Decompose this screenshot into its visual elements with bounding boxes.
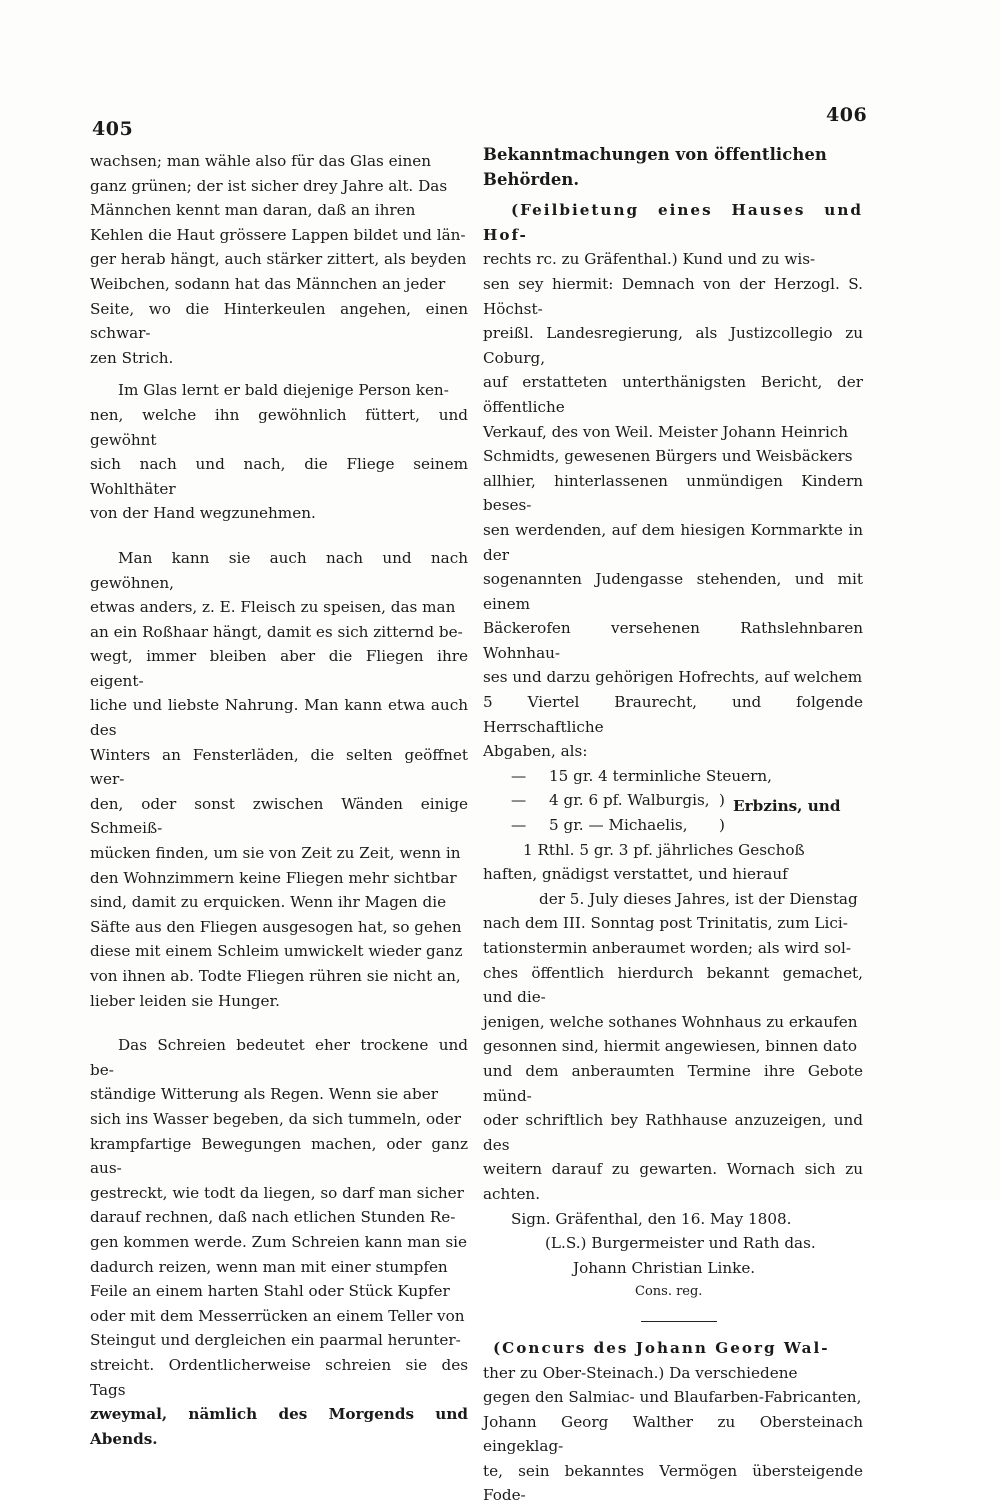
text-line: auf erstatteten unterthänigsten Bericht, der öffentliche bbox=[483, 373, 863, 416]
text-line: mücken finden, um sie von Zeit zu Zeit, wenn in bbox=[90, 844, 461, 863]
signature-seal: (L.S.) Burgermeister und Rath das. bbox=[545, 1234, 816, 1253]
text-line: Kehlen die Haut grössere Lappen bildet und län- bbox=[90, 225, 466, 244]
paragraph-males bbox=[90, 149, 468, 370]
section-divider bbox=[641, 1321, 717, 1322]
fee-text: 1 Rthl. 5 gr. 3 pf. jährliches Geschoß bbox=[523, 840, 805, 859]
text-line: Abgaben, als: bbox=[483, 742, 588, 761]
text-line: Das Schreien bedeutet eher trockene und be- bbox=[90, 1036, 468, 1079]
text-line: Man kann sie auch nach und nach gewöhnen, bbox=[90, 548, 468, 592]
fee-row bbox=[483, 788, 863, 816]
fee-dash: — bbox=[511, 816, 527, 835]
text-line: ständige Witterung als Regen. Wenn sie aber bbox=[90, 1085, 438, 1104]
text-line: Verkauf, des von Weil. Meister Johann Heinrich bbox=[483, 422, 849, 441]
page-number-left: 405 bbox=[92, 118, 134, 140]
notice-title: (Concurs des Johann Georg Wal- bbox=[493, 1338, 830, 1357]
text-line: und dem anberaumten Termine ihre Gebote münd- bbox=[483, 1061, 863, 1105]
text-line: oder mit dem Messerrücken an einem Teller von bbox=[90, 1306, 465, 1325]
text-line: von ihnen ab. Todte Fliegen rühren sie nicht an, bbox=[90, 967, 461, 985]
text-line: gegen den Salmiac- und Blaufarben-Fabricanten, bbox=[483, 1388, 862, 1407]
fee-text: 5 gr. — Michaelis, bbox=[549, 816, 688, 835]
text-line: krampfartige Bewegungen machen, oder ganz aus- bbox=[90, 1134, 468, 1178]
left-column bbox=[90, 149, 468, 1451]
fee-row bbox=[483, 764, 863, 789]
text-line: darauf rechnen, daß nach etlichen Stunden Re- bbox=[90, 1208, 456, 1227]
text-line: ganz grünen; der ist sicher drey Jahre alt. Das bbox=[90, 176, 448, 195]
notice-concurs bbox=[483, 1336, 863, 1508]
text-line: 5 Viertel Braurecht, und folgende Herrschaftliche bbox=[483, 693, 863, 736]
text-line: sind, damit zu erquicken. Wenn ihr Magen die bbox=[90, 893, 447, 912]
text-line: zen Strich. bbox=[90, 348, 174, 367]
text-line: gestreckt, wie todt da liegen, so darf man sicher bbox=[90, 1183, 464, 1202]
paragraph-weather bbox=[90, 1033, 468, 1451]
fee-dash: — bbox=[511, 791, 527, 810]
text-line: lieber leiden sie Hunger. bbox=[90, 991, 280, 1010]
text-line: wachsen; man wähle also für das Glas einen bbox=[90, 152, 432, 170]
text-line: ger herab hängt, auch stärker zittert, als beyden bbox=[90, 250, 467, 269]
text-line: Schmidts, gewesenen Bürgers und Weisbäckers bbox=[483, 447, 853, 466]
paragraph-glass bbox=[90, 378, 468, 526]
text-line: Johann Georg Walther zu Obersteinach eingeklag- bbox=[483, 1412, 863, 1456]
fee-text: 15 gr. 4 terminliche Steuern, bbox=[549, 766, 772, 785]
text-line: gen kommen werde. Zum Schreien kann man sie bbox=[90, 1232, 467, 1251]
text-line: sogenannten Judengasse stehenden, und mit einem bbox=[483, 570, 863, 613]
text-line: dadurch reizen, wenn man mit einer stumpfen bbox=[90, 1257, 448, 1276]
text-line: Säfte aus den Fliegen ausgesogen hat, so gehen bbox=[90, 917, 462, 936]
text-line: te, sein bekanntes Vermögen übersteigende Fode- bbox=[483, 1461, 863, 1505]
fee-row bbox=[483, 838, 863, 863]
text-line: Bäckerofen versehenen Rathslehnbaren Wohnhau- bbox=[483, 619, 863, 662]
brace-mark: ) bbox=[719, 816, 725, 835]
text-line: den, oder sonst zwischen Wänden einige Schmeiß- bbox=[90, 794, 468, 838]
fee-row bbox=[483, 813, 863, 838]
text-line: etwas anders, z. E. Fleisch zu speisen, das man bbox=[90, 598, 456, 617]
text-line: Männchen kennt man daran, daß an ihren bbox=[90, 201, 416, 220]
text-line: den Wohnzimmern keine Fliegen mehr sichtbar bbox=[90, 868, 457, 887]
text-line: haften, gnädigst verstattet, und hierauf bbox=[483, 865, 788, 884]
text-line: allhier, hinterlassenen unmündigen Kindern beses- bbox=[483, 471, 863, 515]
text-line: an ein Roßhaar hängt, damit es sich zitternd be- bbox=[90, 622, 463, 641]
text-line: wegt, immer bleiben aber die Fliegen ihre eigent- bbox=[90, 647, 468, 690]
page-number-right: 406 bbox=[826, 104, 868, 126]
text-line: diese mit einem Schleim umwickelt wieder ganz bbox=[90, 942, 463, 961]
text-line: der 5. July dieses Jahres, ist der Dienstag bbox=[539, 889, 858, 908]
text-line: Im Glas lernt er bald diejenige Person ken- bbox=[118, 381, 449, 400]
text-line: Steingut und dergleichen ein paarmal herunter- bbox=[90, 1331, 461, 1350]
fee-list bbox=[483, 764, 863, 862]
text-line: liche und liebste Nahrung. Man kann etwa auch des bbox=[90, 696, 468, 740]
section-heading: Bekanntmachungen von öffentlichen Behörden. bbox=[483, 145, 827, 189]
text-line: zweymal, nämlich des Morgends und Abends. bbox=[90, 1405, 468, 1448]
text-line: weitern darauf zu gewarten. Wornach sich zu achten. bbox=[483, 1160, 863, 1203]
paragraph-feeding bbox=[90, 546, 468, 1013]
right-column bbox=[483, 143, 863, 1508]
text-line: sich ins Wasser begeben, da sich tummeln, oder bbox=[90, 1109, 462, 1128]
text-line: streicht. Ordentlicherweise schreien sie des Tags bbox=[90, 1355, 468, 1399]
text-line: sen sey hiermit: Demnach von der Herzogl. S. Höchst- bbox=[483, 274, 863, 318]
signature-place-date: Sign. Gräfenthal, den 16. May 1808. bbox=[511, 1209, 792, 1228]
text-line: Weibchen, sodann hat das Männchen an jeder bbox=[90, 274, 446, 293]
text-line: Feile an einem harten Stahl oder Stück Kupfer bbox=[90, 1282, 450, 1301]
text-line: nen, welche ihn gewöhnlich füttert, und gewöhnt bbox=[90, 405, 468, 449]
text-line: Seite, wo die Hinterkeulen angehen, einen schwar- bbox=[90, 299, 468, 343]
text-line: jenigen, welche sothanes Wohnhaus zu erkaufen bbox=[483, 1012, 858, 1031]
text-line: nach dem III. Sonntag post Trinitatis, zum Lici- bbox=[483, 914, 848, 933]
text-line: ches öffentlich hierdurch bekannt gemachet, und die- bbox=[483, 963, 863, 1007]
notice-house-sale bbox=[483, 198, 863, 1305]
text-line: von der Hand wegzunehmen. bbox=[90, 504, 316, 523]
text-line: sich nach und nach, die Fliege seinem Wohlthäter bbox=[90, 455, 468, 498]
notice-title: (Feilbietung eines Hauses und Hof- bbox=[483, 201, 863, 244]
text-line: sen werdenden, auf dem hiesigen Kornmarkte in der bbox=[483, 520, 863, 564]
fee-text: 4 gr. 6 pf. Walburgis, bbox=[549, 791, 710, 810]
text-line: rechts rc. zu Gräfenthal.) Kund und zu wis- bbox=[483, 250, 816, 269]
fee-dash: — bbox=[511, 766, 527, 785]
text-line: ther zu Ober-Steinach.) Da verschiedene bbox=[483, 1363, 798, 1382]
text-line: preißl. Landesregierung, als Justizcollegio zu Coburg, bbox=[483, 324, 863, 367]
signature-name: Johann Christian Linke. bbox=[573, 1258, 756, 1277]
signature-cons: Cons. reg. bbox=[635, 1284, 703, 1300]
fee-group-label: Erbzins, und bbox=[733, 797, 841, 816]
text-line: Winters an Fensterläden, die selten geöffnet wer- bbox=[90, 745, 468, 789]
text-line: gesonnen sind, hiermit angewiesen, binnen dato bbox=[483, 1037, 858, 1056]
text-line: oder schriftlich bey Rathhause anzuzeigen, und des bbox=[483, 1111, 863, 1154]
text-line: tationstermin anberaumet worden; als wird sol- bbox=[483, 939, 851, 957]
text-line: ses und darzu gehörigen Hofrechts, auf welchem bbox=[483, 668, 863, 687]
brace-mark: ) bbox=[719, 791, 725, 810]
